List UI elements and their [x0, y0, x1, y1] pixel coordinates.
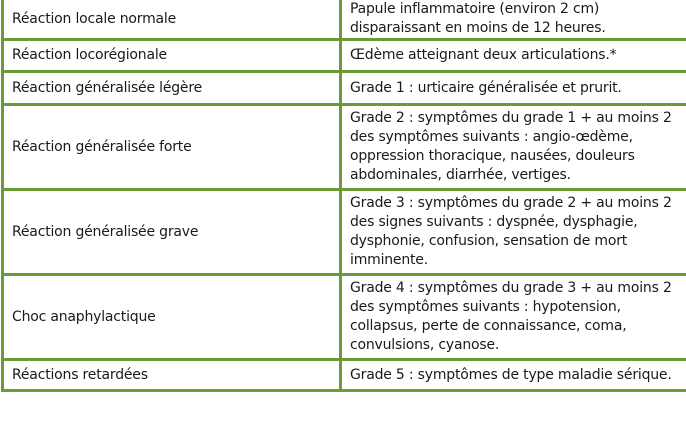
reaction-type-cell: Réactions retardées [3, 360, 341, 391]
table-row [3, 105, 686, 190]
reaction-type-cell: Réaction généralisée grave [3, 190, 341, 275]
table-row [3, 0, 686, 40]
table-row [3, 360, 686, 391]
reaction-type-cell: Choc anaphylactique [3, 275, 341, 360]
reaction-classification-table [1, 0, 686, 392]
reaction-type-cell: Réaction généralisée forte [3, 105, 341, 190]
reaction-type-cell: Réaction locorégionale [3, 40, 341, 72]
table-row [3, 275, 686, 360]
table-row [3, 190, 686, 275]
reaction-description-cell: Grade 5 : symptômes de type maladie sérique. [341, 360, 686, 391]
reaction-description-cell: Grade 2 : symptômes du grade 1 + au moins 2 des symptômes suivants : angio-œdème, oppression thoracique, nausées, douleurs abdominales, diarrhée, vertiges. [341, 105, 686, 190]
table-row [3, 72, 686, 105]
reaction-description-cell: Grade 1 : urticaire généralisée et prurit. [341, 72, 686, 105]
reaction-description-cell: Papule inflammatoire (environ 2 cm) disparaissant en moins de 12 heures. [341, 0, 686, 40]
reaction-description-cell: Grade 3 : symptômes du grade 2 + au moins 2 des signes suivants : dyspnée, dysphagie, dysphonie, confusion, sensation de mort imminente. [341, 190, 686, 275]
reaction-description-cell: Œdème atteignant deux articulations.* [341, 40, 686, 72]
table-row [3, 40, 686, 72]
reaction-type-cell: Réaction généralisée légère [3, 72, 341, 105]
reaction-type-cell: Réaction locale normale [3, 0, 341, 40]
reaction-description-cell: Grade 4 : symptômes du grade 3 + au moins 2 des symptômes suivants : hypotension, collapsus, perte de connaissance, coma, convulsions, cyanose. [341, 275, 686, 360]
